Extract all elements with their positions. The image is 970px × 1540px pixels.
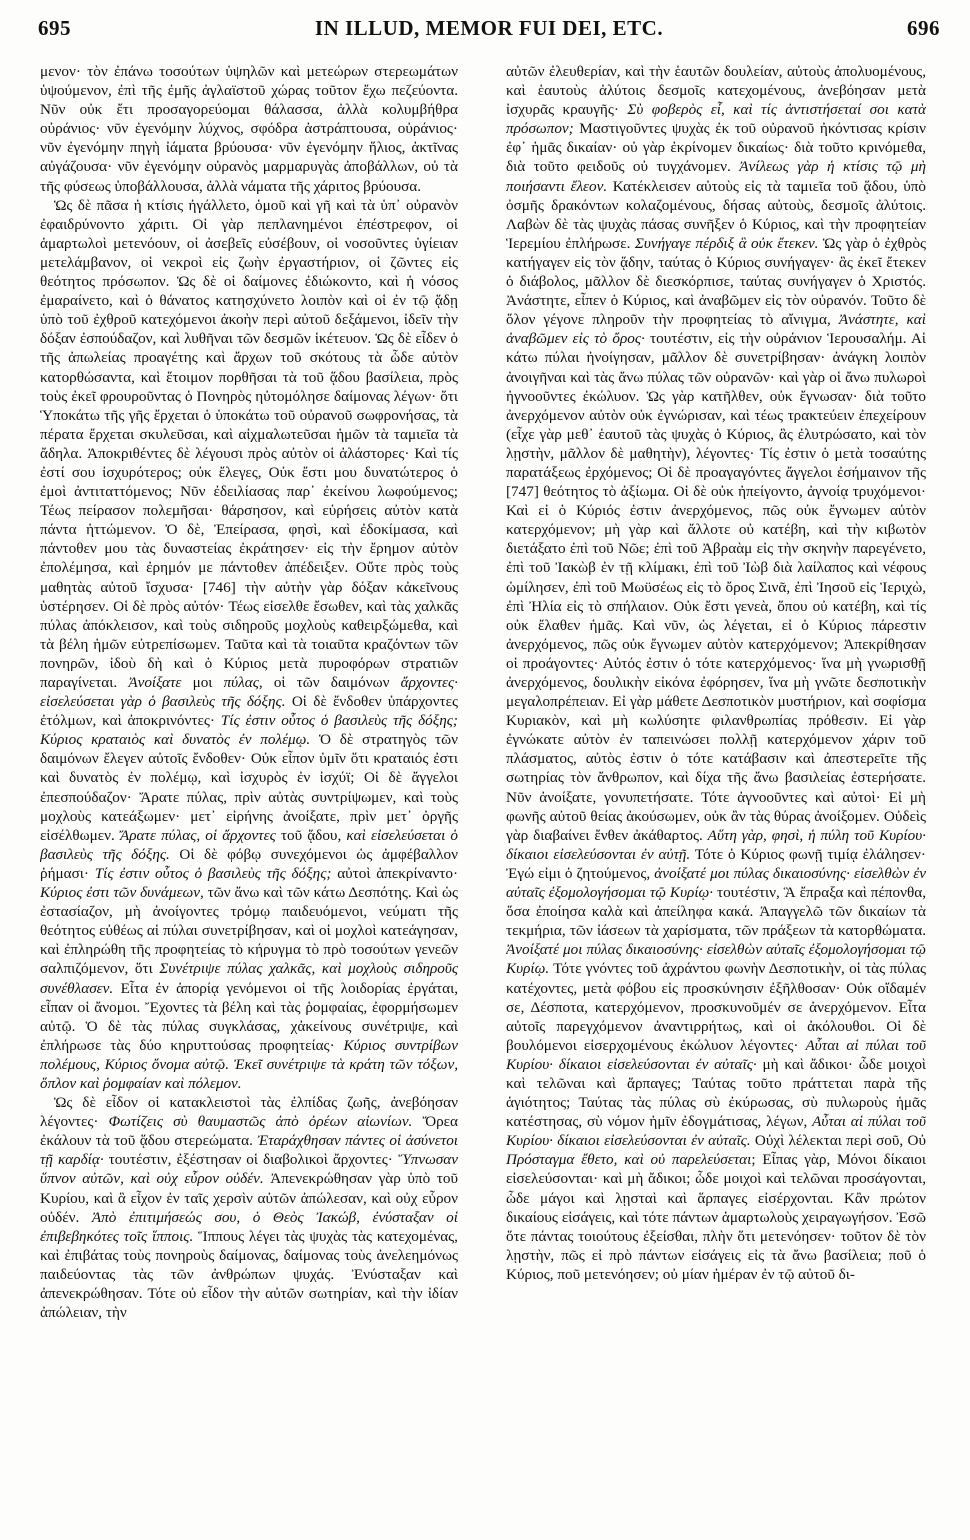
scripture-quote: Τίς ἐστιν οὗτος ὁ βασιλεὺς τῆς δόξης;	[94, 864, 332, 882]
text-run: Μαστιγοῦντες ψυχὰς ἐκ τοῦ οὐρανοῦ ἠκόντισας κρίσιν ἐφ᾿ ἡμᾶς δικαίαν· οὐ γὰρ ἐκρίνομεν δικαίως· διὰ τοῦτο κρινόμεθα, διὰ τοῦτο φειδοῦς οὐ τυγχάνομεν.	[506, 120, 926, 176]
text-run: μὴ καὶ ἄδικοι· ὧδε μοιχοὶ καὶ τελῶναι καὶ ἅρπαγες; Ταύτας τοῦτο πράττεται παρὰ τῆς ἁγιότητος; Ταύτας τὰς πύλας σὺ ἐκύρωσας, σὺ πυλωροὺς ἡμᾶς κατέστησας, σὺ νόμον ἡμῖν ἐδογμάτισας, λέγων,	[506, 1055, 926, 1131]
text-run: Ὡς δὲ πᾶσα ἡ κτίσις ἠγάλλετο, ὁμοῦ καὶ γῆ καὶ τὰ ὑπ᾿ οὐρανὸν ἐφαιδρύνοντο χάριτι. Οἱ γὰρ πεπλανημένοι ἐπέστρεφον, οἱ ἁμαρτωλοὶ μετενόουν, οἱ ἀσεβεῖς εὐσέβουν, οἱ νοσοῦντες ὑγίειαν μετελάμβανον, οἱ νεκροὶ εἰς ζωὴν ἐργαστήριον, οἱ ζῶντες εἰς θεότητος πρόσωπον. Ὡς δὲ οἱ δαίμονες ἐδιώκοντο, καὶ ἡ νόσος ἐμαραίνετο, καὶ ὁ θάνατος κατησχύνετο λοιπὸν καὶ οἱ ἐν τῷ ᾅδῃ ὑπὸ τοῦ ἐχθροῦ κατεχόμενοι ἀκοὴν περὶ αὐτοῦ δεξάμενοι, ἰδεῖν τὴν δόξαν ἐσπούδαζον, καὶ λυθῆναι τῶν δεσμῶν ἱκέτευον. Ὡς δὲ εἶδεν ὁ τῆς ἀπωλείας προαγέτης καὶ ἄρχων τοῦ σκότους τὰ ὧδε αὐτὸν κατορθώσαντα, καὶ ἕτοιμον πορθῆσαι τὰ τοῦ ᾅδου βασίλεια, πρὸς τοὺς ἐκεῖ φρουροῦντας ὁ Πονηρὸς ηὐτομόλησε δαίμονας λέγων· ὅτι Ὑποκάτω τῆς γῆς ἔρχεται ὁ ὑποκάτω τοῦ οὐρανοῦ σωφρονήσας, τὰ πέρατα ἔρχεται σκυλεῦσαι, καὶ αἰχμαλωτεῦσαι ἡμῶν τὰ ταμιεῖα τὰ ἄδηλα. Ἀποκριθέντες δὲ λέγουσι πρὸς αὐτὸν οἱ ἀλάστορες· Καὶ τίς ἐστί σου ἰσχυρότερος; οὐκ ἔλεγες, Οὐκ ἔστι μου δυνατώτερος ὁ ἐμοὶ ἀντιταττόμενος; Νῦν ἐδειλίασας παρ᾿ ἐκείνου λωφούμενος; Τέως πείρασον πολεμῆσαι· θάρσησον, καὶ εὑρήσεις αὐτὸν κατὰ πάντα ἡττώμενον. Ὁ δὲ, Ἐπείρασα, φησὶ, καὶ ἐδοκίμασα, καὶ πάντοθεν μου τὰς δυναστείας ἐκράτησεν· εἰς τὴν ἔρημον αὐτὸν ἐπολέμησα, καὶ ἐρημόν με πάντοθεν ἀπέδειξεν. Οὔτε πρὸς τοὺς μαθητὰς αὐτοῦ ἴσχυσα· [746] τὴν αὐτὴν γὰρ δόξαν κἀκεῖνους ὑστέρησεν. Οἱ δὲ πρὸς αὐτόν· Τέως εἰσελθε ἔσωθεν, καὶ τὰς χαλκᾶς πύλας ἀπόκλεισον, καὶ τοὺς σιδηροῦς μοχλοὺς καθειρξώμεθα, καὶ τὰ βέλη ἡμῶν εὐτρεπίσωμεν. Ταῦτα καὶ τὰ τοιαῦτα κραζόντων τῶν πονηρῶν, ἰδοὺ δὴ καὶ ὁ Κύριος μετὰ πυροφόρων στρατιῶν παραγίνεται.	[40, 196, 458, 691]
scripture-quote: Συνέτριψε πύλας χαλκᾶς, καὶ μοχλοὺς σιδηροῦς συνέθλασεν.	[40, 960, 458, 997]
scripture-quote: Ὕπνωσαν ὕπνον αὐτῶν, καὶ οὐχ εὗρον οὐδέν.	[40, 1151, 458, 1188]
text-run: Ὁ δὲ στρατηγὸς τῶν δαιμόνων ἔλεγεν αὐτοῖς ἔνδοθεν· Οὐκ εἶπον ὑμῖν ὅτι κραταιός ἐστι καὶ δυνατὸς ἐν πολέμῳ, καὶ ἰσχυρὸς ἐν ἰσχύϊ; Οἱ δὲ ἄγγελοι ἐπεσπούδαζον· Ἄρατε πύλας, πρὶν αὐτὰς συντρίψωμεν, καὶ τοὺς μοχλοὺς κατεάξωμεν· μετ᾿ εἰρήνης ἀνοίξατε, πρὶν μετ᾿ ὀργῆς εἰσέλθωμεν.	[40, 731, 458, 844]
text-run: Ὡς δὲ εἶδον οἱ κατακλειστοὶ τὰς ἐλπίδας ζωῆς, ἀνεβόησαν λέγοντες·	[40, 1094, 458, 1131]
paragraph	[40, 1093, 458, 1322]
text-run: Ἵππους λέγει τὰς ψυχὰς τὰς κατεχομένας, καὶ ἐπιβάτας τοὺς πονηροὺς δαίμονας, δαίμονας τοὺς ἀνελεημόνως παιδεύοντας τὰς τῶν ἀνθρώπων ψυχάς. Ἐνύσταξαν καὶ ἀπενεκρώθησαν. Τότε οὐ εἶδον τὴν αὐτῶν σωτηρίαν, καὶ τὴν ἰδίαν ἀπώλειαν, τὴν	[40, 1227, 458, 1322]
scripture-quote: Αὕτη γὰρ, φησὶ, ἡ πύλη τοῦ Κυρίου· δίκαιοι εἰσελεύσονται ἐν αὐτῇ.	[506, 826, 926, 863]
text-run: μενον· τὸν ἐπάνω τοσούτων ὑψηλῶν καὶ μετεώρων στερεωμάτων ὑψούμενον, ἐπὶ τῆς ἐμῆς ἀγλαϊστοῦ χώρας τοῦτον ἔχω πεζεύοντα. Νῦν οὐκ ἔτι προσαγορεύομαι θάλασσα, ἀλλὰ κολυμβήθρα οὐράνιος· νῦν ἐγενόμην λύχνος, σφόδρα ἀστράπτουσα, οὐράνιος· νῦν ἐγενόμην πηγὴ ἰάματα βρύουσα· νῦν ἐγενόμην ἥλιος, ἀκτῖνας αὐγάζουσα· νῦν ἐγενόμην οὐρανὸς μαρμαρυγὰς ἀποβάλλων, οὐ τὰ τῆς φύσεως ὑποβάλλουσα, ἀλλὰ νάματα τῆς χάριτος βρύουσα.	[40, 63, 458, 195]
scripture-quote: ἄρχοντες· εἰσελεύσεται γὰρ ὁ βασιλεὺς τῆς δόξης.	[40, 674, 458, 711]
scripture-quote: Φωτίζεις σὺ θαυμαστῶς ἀπὸ ὀρέων αἰωνίων.	[108, 1113, 413, 1131]
scripture-quote: Κύριος συντρίβων πολέμους, Κύριος ὄνομα αὐτῷ.	[40, 1036, 458, 1073]
text-run: Οἱ δὲ φόβῳ συνεχόμενοι ὡς ἀμφέβαλλον ῥήμασι·	[40, 845, 458, 882]
text-run: μοι	[181, 674, 224, 691]
scripture-quote: Ἐταράχθησαν πάντες οἱ ἀσύνετοι τῇ καρδίᾳ·	[40, 1132, 458, 1169]
paragraph	[40, 62, 458, 196]
scripture-quote: ἀνοίξατέ μοι πύλας δικαιοσύνης· εἰσελθὼν ἐν αὐταῖς ἐξομολογήσομαι τῷ Κυρίῳ·	[506, 864, 926, 902]
text-column-left	[40, 62, 458, 1528]
scripture-quote: Σὺ φοβερὸς εἶ, καὶ τίς ἀντιστήσεταί σοι κατὰ πρόσωπον;	[506, 101, 926, 138]
text-run: Οἱ δὲ ἔνδοθεν ὑπάρχοντες ἐτόλμων, καὶ ἀποκρινόντες·	[40, 693, 458, 730]
text-run: , τῶν ἄνω καὶ τῶν κάτω Δεσπότης. Καὶ ὡς ἐστασίαζον, μὴ ἀνοίγοντες τρόμῳ παιδευόμενοι, νεύματι τῆς θεότητος εὐθέως αἱ πύλαι συνετρίβησαν, καὶ οἱ μοχλοὶ κατεάγησαν, καὶ ἐπληρώθη τῆς προφητείας τὸ κήρυγμα τὸ πρὸ τοσούτων γενεῶν σαλπιζόμενον, ὅτι	[40, 884, 458, 978]
text-run: , οἱ τῶν δαιμόνων	[258, 674, 401, 691]
running-header	[38, 8, 940, 48]
text-run: τουτέστιν, ἐξέστησαν οἱ διαβολικοὶ ἄρχοντες·	[103, 1151, 398, 1169]
scripture-quote: Ἀνοίξατε	[128, 674, 182, 691]
scripture-quote: Πρόσταγμα ἔθετο, καὶ οὐ παρελεύσεται	[506, 1151, 752, 1169]
column-number-left: 695	[38, 15, 71, 40]
text-run: Τότε γνόντες τοῦ ἀχράντου φωνὴν Δεσποτικὴν, οἱ τὰς πύλας κατέχοντες, μετὰ φόβου εἰς προσκύνησιν ἐξῆλθοσαν· Οὐκ οἴδαμέν σε, Δέσποτα, κατερχόμενον, προσκυνοῦμέν σε ἀνερχόμενον. Εἶτα αὐτοῖς παρεγχόμενον ἀναντιρρήτως, καὶ οἱ ἀκόλουθοι. Οἱ δὲ βουλόμενοι εἰσερχομένους ἐκώλυον λέγοντες·	[506, 960, 926, 1054]
scripture-quote: Ἀνοίξατέ μοι πύλας δικαιοσύνης· εἰσελθὼν αὐταῖς ἐξομολογήσομαι τῷ Κυρίῳ.	[506, 941, 926, 978]
running-title: IN ILLUD, MEMOR FUI DEI, ETC.	[314, 15, 664, 40]
scripture-quote: Αὗται αἱ πύλαι τοῦ Κυρίου· δίκαιοι εἰσελεύσονται ἐν αὐταῖς·	[506, 1036, 926, 1073]
text-run: τουτέστιν, εἰς τὴν οὐράνιον Ἱερουσαλήμ. Αἱ κάτω πύλαι ἠνοίγησαν, μᾶλλον δὲ συνετρίβησαν· ἀνάγκη λοιπὸν ἀνοιγῆναι καὶ τὰς ἄνω πύλας τῶν οὐρανῶν· καὶ γὰρ οἱ ἄνω πυλωροὶ ἠγνοοῦντες ἐκώλυον. Ὡς γὰρ κατῆλθεν, οὐκ ἔγνωσαν· διὰ τοῦτο ἀνερχόμενον αὐτὸν οὐκ ἐγνώρισαν, καὶ τέως τρακτεύειν ἐπεχείρουν (εἶχε γὰρ μεθ᾿ ἑαυτοῦ τὰς ψυχὰς ὁ Κύριος, ἃς ἐλυτρώσατο, καὶ τὸν λῃστὴν, μᾶλλον δὲ μαθητὴν), λέγοντες· Τίς ἐστιν ὁ μετὰ τοσαύτης παρατάξεως ἐρχόμενος; Οἱ δὲ προαγαγόντες ἄγγελοι ἐσήμαινον τῆς [747] θεότητος τὸ ἀξίωμα. Οἱ δὲ οὐκ ἠπείγοντο, ἀγνοίᾳ τρυχόμενοι· Καὶ εἰ ὁ Κύριός ἐστιν ἀνερχόμενος, πῶς οὐκ ἔγνωμεν αὐτὸν κατερχόμενον; μὴ γὰρ καὶ ἄλλοτε οὐ κατέβη, καὶ τὴν κιβωτὸν διετάξατο ἐπὶ τοῦ Νῶε; ἐπὶ τοῦ Ἀβραὰμ εἰς τὴν σκηνὴν παρεγένετο, ἐπὶ τοῦ Ἰακὼβ ἐν τῇ κλίμακι, ἐπὶ τοῦ Ἰὼβ διὰ λαίλαπος καὶ νέφους ὡμίλησεν, ἐπὶ τοῦ Μωϋσέως εἰς τὸ ὄρος Σινᾶ, ἐπὶ Ἰησοῦ εἰς Ἱεριχὼ, ἐπὶ Ἠλία εἰς τὸ σπήλαιον. Οὐκ ἔστι γενεὰ, ὅπου οὐ κατέβη, καὶ τίς οὐκ ἔλαθεν ἡμᾶς. Καὶ νῦν, ὡς λέγεται, εἰ ὁ Κύριος πάρεστιν ἀνερχόμενος, πῶς οὐκ ἔγνωμεν αὐτὸν κατερχόμενον; Ἀπεκρίθησαν οἱ προάγοντες· Αὐτός ἐστιν ὁ τότε κατερχόμενος· ἵνα μὴ γνωρισθῇ ἀνερχόμενος, δουλικὴν εἰκόνα ἐφόρησεν, ἵνα μὴ γνῶτε δεσποτικὴν μεγαλοπρέπειαν. Εἰ γὰρ μάθετε Δεσποτικὸν μυστήριον, καὶ σοφίσμα Κυριακὸν, καὶ μὴ κωλύσητε φιλανθρωπίας πρόθεσιν. Εἰ γὰρ ἐγνώκατε αὐτὸν ἐν ταπεινώσει πολλῇ κατερχόμενον χάριν τοῦ πλάσματος, αὐτὸς ἐστιν ὁ τότε κατάβασιν καὶ ἀπεστερεῖτε τῆς σωτηρίας τὸν ἄνθρωπον, καὶ δίχα τῆς ἄνω βασιλείας ἐστερήσατε. Νῦν ἀνοίξατε, γονυπετήσατε. Τότε ἀγνοοῦντες καὶ αὐτοὶ· Εἰ μὴ φωνῆς αὐτοῦ θείας ἀκούσωμεν, οὐκ ἂν τὰς θύρας ἀνοίξομεν. Οὐδεὶς γὰρ διαβαίνει ἔνθεν ἀκάθαρτος.	[506, 330, 926, 844]
column-number-right: 696	[907, 15, 940, 40]
text-run: αὐτοὶ ἀπεκρίναντο·	[331, 864, 458, 882]
text-run: Εἶτα ἐν ἀπορίᾳ γενόμενοι οἱ τῆς λοιδορίας ἐργάται, εἶπαν οἱ ἄνομοι. Ἔχοντες τὰ βέλη καὶ τὰς ῥομφαίας, ἐφορμήσωμεν αὐτῷ. Ὁ δὲ τὰς πύλας συγκλάσας, χἀκείνους συνέτριψε, καὶ ἐπλήρωσε τὰς δύο κηρυττούσας προφητείας·	[40, 979, 458, 1054]
text-run: Κατέκλεισεν αὐτοὺς εἰς τὰ ταμιεῖα τοῦ ᾅδου, ὑπὸ ὀσμῆς δρακόντων κολαζομένους, δήσας αὐτοὺς, δεσμοῖς ἀλύτοις. Λαβὼν δὲ τὰς ψυχὰς πάσας συνῆξεν ὁ Κύριος, καὶ τὴν προφητείαν Ἱερεμίου ἐπλήρωσε.	[506, 177, 926, 252]
scripture-quote: Ἄρατε πύλας, οἱ ἄρχοντες	[119, 826, 276, 844]
text-run: ; Εἶπας γὰρ, Μόνοι δίκαιοι εἰσελεύσονται· καὶ μὴ ἄδικοι; ὧδε μοιχοὶ καὶ τελῶναι προσάγονται, ὧδε μάγοι καὶ λῃσταὶ καὶ ἅρπαγες εἰσέρχονται. Κἂν πρώτον δικαίους εἰσάγεις, καὶ τότε πάντων ἁμαρτωλοὺς χειραγωγήσον. Ἐσῶ ὅτε πάντας τοιούτους ἐξείσθαι, πλὴν ὅτι μετενόησεν· τοῦτον δὲ τὸν λῃστὴν, πῶς εἰ πρὸ πάντων εἰσάγεις εἰς τὰ ἄνω βασίλεια; ποῦ ὁ Κύριος, ποῦ μετενόησεν; οὐ μίαν ἡμέραν ἐν τῷ αὐτοῦ δι-	[506, 1151, 926, 1283]
scripture-quote: καὶ εἰσελεύσεται ὁ βασιλεὺς τῆς δόξης.	[40, 826, 458, 863]
scripture-quote: Ἀπὸ ἐπιτιμήσεώς σου, ὁ Θεὸς Ἰακώβ, ἐνύσταξαν οἱ ἐπιβεβηκότες τοῖς ἵπποις.	[40, 1208, 458, 1245]
text-run: Τότε ὁ Κύριος φωνῇ τιμίᾳ ἐλάλησεν· Ἐγώ εἰμι ὁ ζητούμενος,	[506, 845, 926, 882]
scripture-quote: Αὗται αἱ πύλαι τοῦ Κυρίου· δίκαιοι εἰσελεύσονται ἐν αὐταῖς.	[506, 1113, 926, 1150]
text-run: Οὐχὶ λέλεκται περὶ σοῦ, Οὐ	[750, 1132, 926, 1150]
text-run: τουτέστιν, Ἃ ἔπραξα καὶ πέπονθα, ὅσα ἐποίησα καλὰ καὶ ἀπείληφα κακά. Ἀπαγγελῶ τῶν δικαίων τὰ τεκμήρια, τῶν ἰάσεων τὰ χαρίσματα, τῶν πράξεων τὰ κατορθώματα.	[506, 884, 926, 940]
text-run: Ὡς γὰρ ὁ ἐχθρὸς κατήγαγεν εἰς τὸν ᾅδην, ταύτας ὁ Κύριος συνήγαγεν· ἃς ἐκεῖ ἔτεκεν ὁ διάβολος, μᾶλλον δὲ διεσκόρπισε, ταύτας συνήγαγεν ὁ Χριστός. Ἀνάστητε, εἶπεν ὁ Κύριος, καὶ ἀναβῶμεν εἰς τὸν οὐρανόν. Τοῦτο δὲ ὅλον γέγονε πληροῦν τὴν προφητείας τὸ αἴνιγμα,	[506, 234, 926, 329]
paragraph	[40, 196, 458, 1093]
scripture-quote: πύλας	[223, 674, 259, 691]
text-run: αὐτῶν ἐλευθερίαν, καὶ τὴν ἑαυτῶν δουλείαν, αὐτοὺς ἀπολυομένους, καὶ ἑαυτοὺς ἀλύτοις δεσμοῖς κατεχομένους, ἀνεβόησαν μετὰ ἰσχυρᾶς κραυγῆς·	[506, 63, 926, 119]
text-run: Ἀπενεκρώθησαν γὰρ ὑπὸ τοῦ Κυρίου, καὶ ἃ εἶχον ἐν ταῖς χερσὶν αὐτῶν ἀπώλεσαν, καὶ οὐχ εὗρον οὐδέν.	[40, 1170, 458, 1226]
paragraph	[506, 62, 926, 1284]
text-run: τοῦ ᾅδου,	[275, 826, 347, 844]
scripture-quote: Ἀνάστητε, καὶ ἀναβῶμεν εἰς τὸ ὄρος·	[506, 311, 926, 348]
text-column-right	[506, 62, 926, 1528]
scripture-quote: Τίς ἐστιν οὗτος ὁ βασιλεὺς τῆς δόξης; Κύριος κραταιὸς καὶ δυνατὸς ἐν πολέμῳ.	[40, 712, 458, 749]
scripture-quote: Συνήγαγε πέρδιξ ἃ οὐκ ἔτεκεν.	[634, 234, 819, 252]
scripture-quote: Κύριος ἐστι τῶν δυνάμεων	[40, 884, 200, 902]
text-run: Ὄρεα ἐκάλουν τὰ τοῦ ᾅδου στερεώματα.	[40, 1113, 458, 1150]
scripture-quote: Ἀνίλεως γὰρ ἡ κτίσις τῷ μὴ ποιήσαντι ἔλεον.	[506, 158, 926, 195]
scripture-quote: Ἐκεῖ συνέτριψε τὰ κράτη τῶν τόξων, ὅπλον καὶ ῥομφαίαν καὶ πόλεμον.	[40, 1055, 458, 1092]
